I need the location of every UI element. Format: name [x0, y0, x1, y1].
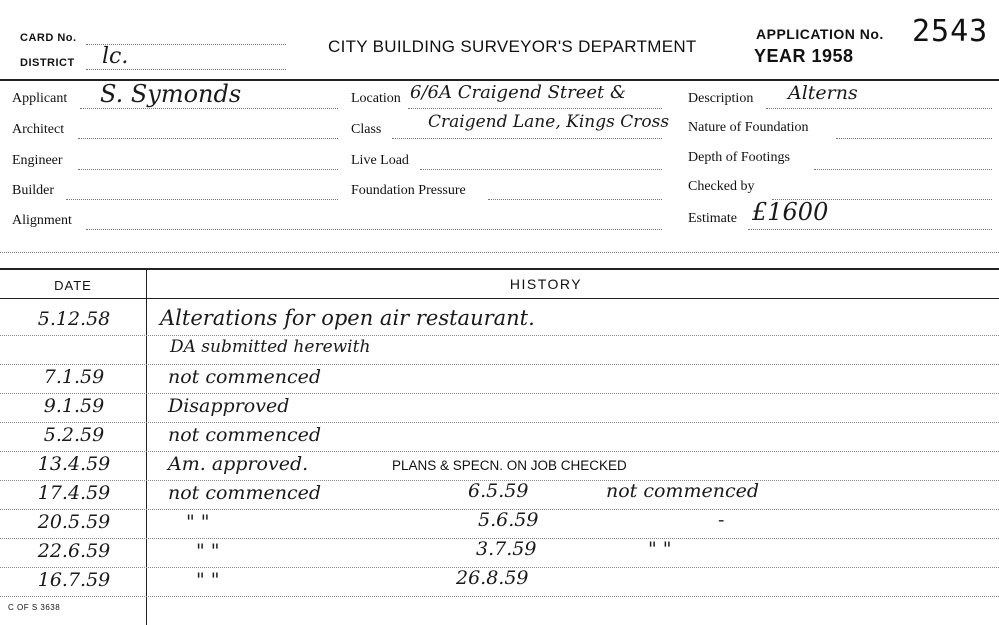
foundation-pressure-label: Foundation Pressure — [351, 183, 466, 198]
class-line — [392, 138, 662, 139]
applicant-line — [80, 108, 338, 109]
row-line — [0, 364, 999, 365]
history-entry: not commenced — [168, 482, 321, 504]
history-entry: Disapproved — [168, 395, 290, 417]
history-entry: not commenced — [168, 424, 321, 446]
history-entry: Am. approved. — [168, 453, 309, 475]
builder-line — [66, 199, 338, 200]
department-title: CITY BUILDING SURVEYOR'S DEPARTMENT — [328, 37, 697, 56]
history-date-2: 26.8.59 — [456, 567, 529, 589]
foundation-pressure-line — [488, 199, 662, 200]
card-no-label: CARD No. — [20, 32, 77, 44]
job-checked-stamp: PLANS & SPECN. ON JOB CHECKED — [392, 458, 627, 473]
history-date: 22.6.59 — [37, 540, 111, 562]
history-entry-2: " " — [648, 538, 672, 560]
live-load-label: Live Load — [351, 153, 409, 168]
row-line — [0, 393, 999, 394]
history-date: 9.1.59 — [43, 395, 105, 417]
location-line — [408, 108, 662, 109]
history-date: 17.4.59 — [37, 482, 111, 504]
history-entry: " " — [196, 540, 220, 562]
builder-label: Builder — [12, 183, 54, 198]
location-label: Location — [351, 91, 401, 106]
fields-bottom-line — [0, 252, 999, 253]
row-line — [0, 451, 999, 452]
nature-of-foundation-label: Nature of Foundation — [688, 120, 809, 135]
history-entry: DA submitted herewith — [170, 337, 371, 357]
history-date-2: 6.5.59 — [468, 480, 529, 502]
history-entry-2: - — [718, 509, 725, 531]
alignment-line — [86, 229, 662, 230]
history-top-rule — [0, 268, 999, 270]
applicant-value: S. Symonds — [100, 80, 242, 108]
district-label: DISTRICT — [20, 57, 75, 69]
history-date-2: 3.7.59 — [476, 538, 537, 560]
depth-of-footings-label: Depth of Footings — [688, 150, 790, 165]
description-line — [766, 108, 992, 109]
location-value-2: Craigend Lane, Kings Cross — [428, 112, 670, 132]
estimate-label: Estimate — [688, 211, 737, 226]
date-header: DATE — [54, 278, 92, 293]
history-date: 5.12.58 — [37, 308, 111, 330]
row-line — [0, 335, 999, 336]
depth-line — [814, 169, 992, 170]
class-label: Class — [351, 122, 382, 137]
engineer-line — [78, 169, 338, 170]
history-date: 13.4.59 — [37, 453, 111, 475]
district-value: lc. — [102, 44, 129, 69]
history-date-2: 5.6.59 — [478, 509, 539, 531]
district-line — [86, 69, 286, 70]
architect-label: Architect — [12, 122, 65, 137]
history-header-rule — [0, 298, 999, 299]
history-date: 7.1.59 — [43, 366, 105, 388]
architect-line — [78, 138, 338, 139]
year-label: YEAR 1958 — [754, 46, 854, 66]
application-number: 2543 — [912, 14, 989, 49]
location-value-1: 6/6A Craigend Street & — [410, 82, 627, 103]
history-header: HISTORY — [509, 276, 583, 292]
estimate-line — [748, 229, 992, 230]
description-label: Description — [688, 91, 754, 106]
checked-by-label: Checked by — [688, 179, 755, 194]
history-entry: not commenced — [168, 366, 321, 388]
row-line — [0, 596, 999, 597]
history-entry-2: not commenced — [606, 480, 759, 502]
history-entry: Alterations for open air restaurant. — [160, 306, 535, 330]
form-code: C OF S 3638 — [8, 603, 61, 612]
engineer-label: Engineer — [12, 153, 63, 168]
nature-line — [836, 138, 992, 139]
applicant-label: Applicant — [12, 91, 68, 106]
estimate-value: £1600 — [752, 198, 829, 226]
history-date: 16.7.59 — [37, 569, 111, 591]
history-date: 20.5.59 — [37, 511, 111, 533]
history-entry: " " — [196, 569, 220, 591]
row-line — [0, 422, 999, 423]
live-load-line — [420, 169, 662, 170]
history-date: 5.2.59 — [43, 424, 105, 446]
history-entry: " " — [186, 511, 210, 533]
alignment-label: Alignment — [12, 213, 72, 228]
description-value: Alterns — [788, 82, 858, 104]
application-label: APPLICATION No. — [756, 26, 884, 42]
